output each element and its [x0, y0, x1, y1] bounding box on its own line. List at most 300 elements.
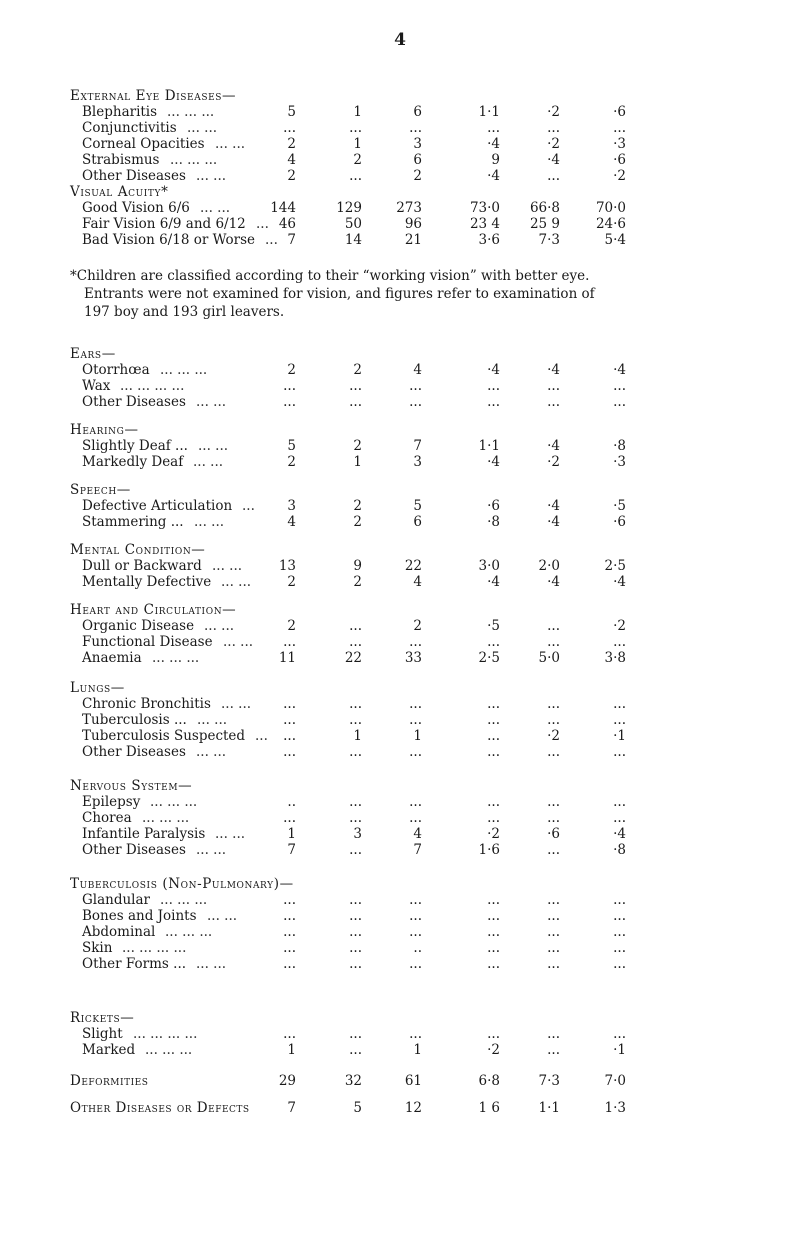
cell-col-6: 1·3: [604, 1100, 626, 1116]
cell-col-5: ...: [547, 712, 560, 728]
cell-col-4: ...: [487, 794, 500, 810]
cell-col-3: ...: [409, 908, 422, 924]
cell-col-2: 3: [353, 826, 362, 842]
cell-col-2: 1: [353, 104, 362, 120]
row-label: Organic Disease: [82, 618, 195, 634]
cell-col-6: ...: [613, 634, 626, 650]
cell-col-5: ·4: [547, 152, 560, 168]
leader-dots: ...: [242, 498, 255, 514]
cell-col-6: ...: [613, 120, 626, 136]
cell-col-1: ...: [283, 924, 296, 940]
cell-col-3: 21: [404, 232, 422, 248]
cell-col-1: 2: [287, 454, 296, 470]
row-label: Glandular: [82, 892, 151, 908]
cell-col-1: 11: [278, 650, 296, 666]
cell-col-3: ..: [413, 940, 422, 956]
row-label: Other Diseases or Defects: [70, 1100, 250, 1116]
cell-col-2: 5: [353, 1100, 362, 1116]
cell-col-5: 2·0: [538, 558, 560, 574]
cell-col-1: 46: [278, 216, 296, 232]
table-row: [0, 744, 800, 762]
cell-col-6: 5·4: [604, 232, 626, 248]
cell-col-1: 7: [287, 842, 296, 858]
cell-col-6: 2·5: [604, 558, 626, 574]
cell-col-2: 14: [344, 232, 362, 248]
cell-col-3: ...: [409, 810, 422, 826]
leader-dots: ... ... ...: [170, 152, 218, 168]
cell-col-1: 7: [287, 232, 296, 248]
cell-col-3: 33: [404, 650, 422, 666]
cell-col-4: ...: [487, 956, 500, 972]
cell-col-5: ...: [547, 924, 560, 940]
row-label: Tuberculosis ...: [82, 712, 187, 728]
cell-col-3: ...: [409, 1026, 422, 1042]
cell-col-1: ...: [283, 908, 296, 924]
cell-col-4: ...: [487, 892, 500, 908]
cell-col-2: ...: [349, 956, 362, 972]
cell-col-1: 7: [287, 1100, 296, 1116]
table-row: [0, 650, 800, 668]
cell-col-1: 5: [287, 104, 296, 120]
row-label: Otorrhœa: [82, 362, 150, 378]
leader-dots: ... ...: [196, 394, 227, 410]
cell-col-1: 2: [287, 136, 296, 152]
leader-dots: ... ...: [196, 744, 227, 760]
cell-col-5: ·4: [547, 498, 560, 514]
cell-col-2: ...: [349, 810, 362, 826]
cell-col-6: ·3: [613, 136, 626, 152]
page-number: 4: [394, 30, 406, 50]
cell-col-4: ...: [487, 634, 500, 650]
leader-dots: ... ... ...: [167, 104, 215, 120]
row-label: Slightly Deaf ...: [82, 438, 188, 454]
leader-dots: ... ...: [198, 438, 229, 454]
cell-col-2: ...: [349, 1026, 362, 1042]
cell-col-3: 7: [413, 438, 422, 454]
cell-col-2: 1: [353, 136, 362, 152]
cell-col-1: 4: [287, 514, 296, 530]
cell-col-2: ...: [349, 908, 362, 924]
cell-col-5: ...: [547, 744, 560, 760]
cell-col-3: 6: [413, 104, 422, 120]
cell-col-4: ...: [487, 394, 500, 410]
cell-col-6: ·4: [613, 362, 626, 378]
cell-col-6: ...: [613, 696, 626, 712]
cell-col-1: ...: [283, 394, 296, 410]
cell-col-3: 4: [413, 826, 422, 842]
footnote: [70, 267, 770, 321]
table-row-other-defects: [0, 1100, 800, 1118]
cell-col-1: 2: [287, 362, 296, 378]
leader-dots: ... ... ...: [152, 650, 200, 666]
cell-col-3: ...: [409, 744, 422, 760]
section-heading-mental: Mental Condition—: [70, 542, 206, 558]
cell-col-3: 1: [413, 728, 422, 744]
section-heading-ears: Ears—: [70, 346, 116, 362]
section-heading-hearing: Hearing—: [70, 422, 139, 438]
leader-dots: ... ...: [196, 956, 227, 972]
cell-col-6: 70·0: [595, 200, 626, 216]
cell-col-1: ...: [283, 634, 296, 650]
cell-col-1: ...: [283, 712, 296, 728]
cell-col-2: ...: [349, 634, 362, 650]
cell-col-3: ...: [409, 634, 422, 650]
cell-col-3: 22: [404, 558, 422, 574]
leader-dots: ... ...: [196, 842, 227, 858]
table-row-deformities: [0, 1073, 800, 1091]
row-label: Mentally Defective: [82, 574, 212, 590]
row-label: Tuberculosis Suspected: [82, 728, 246, 744]
cell-col-1: ...: [283, 956, 296, 972]
cell-col-6: ...: [613, 908, 626, 924]
leader-dots: ... ...: [215, 826, 246, 842]
cell-col-1: ...: [283, 696, 296, 712]
row-label: Anaemia: [82, 650, 142, 666]
leader-dots: ... ...: [204, 618, 235, 634]
cell-col-3: ...: [409, 696, 422, 712]
row-label: Other Diseases: [82, 744, 186, 760]
cell-col-5: ...: [547, 634, 560, 650]
cell-col-4: ...: [487, 712, 500, 728]
cell-col-5: ...: [547, 810, 560, 826]
cell-col-5: ...: [547, 378, 560, 394]
row-label: Deformities: [70, 1073, 149, 1089]
section-heading-speech: Speech—: [70, 482, 131, 498]
cell-col-4: 3·0: [478, 558, 500, 574]
cell-col-6: ...: [613, 744, 626, 760]
leader-dots: ... ...: [221, 696, 252, 712]
leader-dots: ... ...: [200, 200, 231, 216]
cell-col-6: ...: [613, 378, 626, 394]
row-label: Wax: [82, 378, 111, 394]
cell-col-6: 24·6: [595, 216, 626, 232]
cell-col-4: 23 4: [469, 216, 500, 232]
cell-col-4: ·4: [487, 136, 500, 152]
cell-col-2: ...: [349, 940, 362, 956]
leader-dots: ... ...: [215, 136, 246, 152]
cell-col-4: 9: [491, 152, 500, 168]
cell-col-4: ·4: [487, 168, 500, 184]
row-label: Blepharitis: [82, 104, 158, 120]
cell-col-4: ·4: [487, 454, 500, 470]
cell-col-4: ...: [487, 940, 500, 956]
table-row: [0, 394, 800, 412]
cell-col-6: ·4: [613, 826, 626, 842]
cell-col-5: ...: [547, 940, 560, 956]
cell-col-4: ...: [487, 908, 500, 924]
cell-col-5: ·4: [547, 514, 560, 530]
cell-col-2: ...: [349, 378, 362, 394]
cell-col-5: ·2: [547, 136, 560, 152]
cell-col-4: ...: [487, 728, 500, 744]
cell-col-1: 144: [270, 200, 296, 216]
row-label: Epilepsy: [82, 794, 141, 810]
cell-col-2: 9: [353, 558, 362, 574]
cell-col-3: 273: [396, 200, 422, 216]
cell-col-5: ...: [547, 120, 560, 136]
cell-col-6: ·6: [613, 514, 626, 530]
section-heading-eye: External Eye Diseases—: [70, 88, 237, 104]
leader-dots: ... ...: [223, 634, 254, 650]
cell-col-3: 4: [413, 574, 422, 590]
cell-col-1: ..: [287, 794, 296, 810]
section-heading-lungs: Lungs—: [70, 680, 125, 696]
row-label: Conjunctivitis: [82, 120, 177, 136]
cell-col-1: 4: [287, 152, 296, 168]
leader-dots: ... ...: [221, 574, 252, 590]
row-label: Bones and Joints: [82, 908, 197, 924]
row-label: Functional Disease: [82, 634, 213, 650]
cell-col-1: 2: [287, 168, 296, 184]
cell-col-5: ...: [547, 794, 560, 810]
row-label: Chronic Bronchitis: [82, 696, 211, 712]
cell-col-5: ...: [547, 908, 560, 924]
cell-col-5: ·2: [547, 454, 560, 470]
cell-col-3: ...: [409, 956, 422, 972]
cell-col-2: 32: [344, 1073, 362, 1089]
cell-col-2: 2: [353, 574, 362, 590]
cell-col-2: ...: [349, 892, 362, 908]
row-label: Markedly Deaf: [82, 454, 184, 470]
cell-col-6: ·5: [613, 498, 626, 514]
cell-col-6: ...: [613, 940, 626, 956]
cell-col-6: ·6: [613, 152, 626, 168]
leader-dots: ... ... ... ...: [133, 1026, 198, 1042]
cell-col-4: ·4: [487, 362, 500, 378]
cell-col-2: 22: [344, 650, 362, 666]
cell-col-5: ·4: [547, 438, 560, 454]
cell-col-1: 3: [287, 498, 296, 514]
row-label: Strabismus: [82, 152, 160, 168]
cell-col-4: ...: [487, 378, 500, 394]
cell-col-3: ...: [409, 892, 422, 908]
cell-col-2: ...: [349, 394, 362, 410]
cell-col-2: ...: [349, 1042, 362, 1058]
row-label: Stammering ...: [82, 514, 184, 530]
table-row: [0, 1042, 800, 1060]
row-label: Other Diseases: [82, 842, 186, 858]
cell-col-1: 1: [287, 826, 296, 842]
cell-col-5: ...: [547, 956, 560, 972]
cell-col-4: 1·1: [478, 104, 500, 120]
cell-col-4: ...: [487, 744, 500, 760]
cell-col-3: 5: [413, 498, 422, 514]
cell-col-5: ·6: [547, 826, 560, 842]
cell-col-5: ...: [547, 842, 560, 858]
row-label: Slight: [82, 1026, 123, 1042]
leader-dots: ... ... ...: [142, 810, 190, 826]
cell-col-1: 5: [287, 438, 296, 454]
cell-col-5: 5·0: [538, 650, 560, 666]
leader-dots: ... ...: [187, 120, 218, 136]
cell-col-6: ...: [613, 712, 626, 728]
cell-col-2: ...: [349, 696, 362, 712]
cell-col-4: ·2: [487, 1042, 500, 1058]
row-label: Good Vision 6/6: [82, 200, 190, 216]
row-label: Other Forms ...: [82, 956, 187, 972]
row-label: Dull or Backward: [82, 558, 202, 574]
section-heading-tb: Tuberculosis (Non-Pulmonary)—: [70, 876, 294, 892]
row-label: Fair Vision 6/9 and 6/12: [82, 216, 246, 232]
cell-col-2: 2: [353, 362, 362, 378]
cell-col-5: 25 9: [529, 216, 560, 232]
cell-col-6: ·8: [613, 842, 626, 858]
leader-dots: ...: [265, 232, 278, 248]
cell-col-4: ·4: [487, 574, 500, 590]
cell-col-6: 3·8: [604, 650, 626, 666]
cell-col-3: 12: [404, 1100, 422, 1116]
cell-col-1: 13: [278, 558, 296, 574]
table-row: [0, 574, 800, 592]
cell-col-2: ...: [349, 618, 362, 634]
section-heading-visual: Visual Acuity*: [70, 184, 169, 200]
leader-dots: ... ...: [212, 558, 243, 574]
leader-dots: ...: [256, 216, 269, 232]
footnote-line-1: *Children are classified according to their “working vision” with better eye.: [70, 268, 590, 284]
cell-col-6: ...: [613, 794, 626, 810]
cell-col-3: 61: [404, 1073, 422, 1089]
cell-col-5: ·4: [547, 574, 560, 590]
cell-col-6: ·8: [613, 438, 626, 454]
cell-col-3: 7: [413, 842, 422, 858]
row-label: Corneal Opacities: [82, 136, 205, 152]
cell-col-3: ...: [409, 394, 422, 410]
cell-col-4: 1·1: [478, 438, 500, 454]
row-label: Defective Articulation: [82, 498, 233, 514]
cell-col-4: ...: [487, 120, 500, 136]
cell-col-3: ...: [409, 712, 422, 728]
cell-col-3: 1: [413, 1042, 422, 1058]
cell-col-2: 50: [344, 216, 362, 232]
cell-col-5: ...: [547, 696, 560, 712]
cell-col-1: 2: [287, 574, 296, 590]
cell-col-4: 3·6: [478, 232, 500, 248]
cell-col-1: ...: [283, 892, 296, 908]
cell-col-5: ·2: [547, 104, 560, 120]
cell-col-3: 6: [413, 514, 422, 530]
cell-col-6: ...: [613, 1026, 626, 1042]
section-heading-nervous: Nervous System—: [70, 778, 193, 794]
leader-dots: ... ... ...: [160, 362, 208, 378]
cell-col-1: 1: [287, 1042, 296, 1058]
cell-col-6: ...: [613, 810, 626, 826]
leader-dots: ... ...: [193, 454, 224, 470]
cell-col-6: ·2: [613, 168, 626, 184]
cell-col-3: 3: [413, 454, 422, 470]
cell-col-2: ...: [349, 924, 362, 940]
cell-col-3: ...: [409, 120, 422, 136]
cell-col-6: ·6: [613, 104, 626, 120]
row-label: Abdominal: [82, 924, 156, 940]
leader-dots: ... ...: [196, 168, 227, 184]
cell-col-2: 129: [336, 200, 362, 216]
table-row: [0, 232, 800, 250]
cell-col-2: 2: [353, 514, 362, 530]
cell-col-2: 1: [353, 728, 362, 744]
leader-dots: ... ...: [194, 514, 225, 530]
cell-col-3: ...: [409, 794, 422, 810]
cell-col-2: ...: [349, 712, 362, 728]
cell-col-5: ·4: [547, 362, 560, 378]
row-label: Skin: [82, 940, 113, 956]
cell-col-4: 73·0: [469, 200, 500, 216]
cell-col-3: 2: [413, 618, 422, 634]
cell-col-4: ·6: [487, 498, 500, 514]
cell-col-2: 2: [353, 438, 362, 454]
cell-col-4: ...: [487, 696, 500, 712]
cell-col-5: ...: [547, 618, 560, 634]
cell-col-1: ...: [283, 810, 296, 826]
cell-col-4: ·5: [487, 618, 500, 634]
cell-col-4: ...: [487, 924, 500, 940]
leader-dots: ... ... ... ...: [120, 378, 185, 394]
cell-col-1: ...: [283, 120, 296, 136]
cell-col-4: ·2: [487, 826, 500, 842]
row-label: Bad Vision 6/18 or Worse: [82, 232, 256, 248]
cell-col-3: 4: [413, 362, 422, 378]
cell-col-1: ...: [283, 728, 296, 744]
cell-col-2: ...: [349, 744, 362, 760]
section-heading-heart: Heart and Circulation—: [70, 602, 237, 618]
cell-col-3: 6: [413, 152, 422, 168]
leader-dots: ... ... ...: [165, 924, 213, 940]
leader-dots: ... ... ... ...: [122, 940, 187, 956]
cell-col-5: ...: [547, 394, 560, 410]
cell-col-6: ·1: [613, 1042, 626, 1058]
leader-dots: ... ... ...: [145, 1042, 193, 1058]
cell-col-6: 7·0: [604, 1073, 626, 1089]
cell-col-4: ·8: [487, 514, 500, 530]
cell-col-4: 2·5: [478, 650, 500, 666]
leader-dots: ... ...: [197, 712, 228, 728]
table-row: [0, 514, 800, 532]
cell-col-1: ...: [283, 940, 296, 956]
cell-col-4: 1·6: [478, 842, 500, 858]
row-label: Other Diseases: [82, 394, 186, 410]
cell-col-5: ...: [547, 1042, 560, 1058]
cell-col-5: ·2: [547, 728, 560, 744]
cell-col-4: ...: [487, 1026, 500, 1042]
cell-col-6: ·3: [613, 454, 626, 470]
cell-col-2: 1: [353, 454, 362, 470]
cell-col-6: ...: [613, 956, 626, 972]
row-label: Infantile Paralysis: [82, 826, 206, 842]
leader-dots: ... ... ...: [150, 794, 198, 810]
cell-col-2: ...: [349, 842, 362, 858]
row-label: Marked: [82, 1042, 136, 1058]
cell-col-2: ...: [349, 120, 362, 136]
cell-col-1: 29: [278, 1073, 296, 1089]
table-row: [0, 454, 800, 472]
cell-col-2: 2: [353, 152, 362, 168]
cell-col-6: ...: [613, 892, 626, 908]
cell-col-2: ...: [349, 794, 362, 810]
cell-col-6: ·1: [613, 728, 626, 744]
cell-col-1: ...: [283, 1026, 296, 1042]
footnote-line-2: Entrants were not examined for vision, and figures refer to examination of: [84, 286, 595, 302]
table-row: [0, 842, 800, 860]
footnote-line-3: 197 boy and 193 girl leavers.: [84, 304, 285, 320]
cell-col-1: ...: [283, 378, 296, 394]
cell-col-3: ...: [409, 378, 422, 394]
cell-col-3: ...: [409, 924, 422, 940]
cell-col-4: ...: [487, 810, 500, 826]
table-row: [0, 956, 800, 974]
section-heading-rickets: Rickets—: [70, 1010, 135, 1026]
cell-col-5: ...: [547, 892, 560, 908]
leader-dots: ... ... ...: [160, 892, 208, 908]
cell-col-6: ...: [613, 924, 626, 940]
